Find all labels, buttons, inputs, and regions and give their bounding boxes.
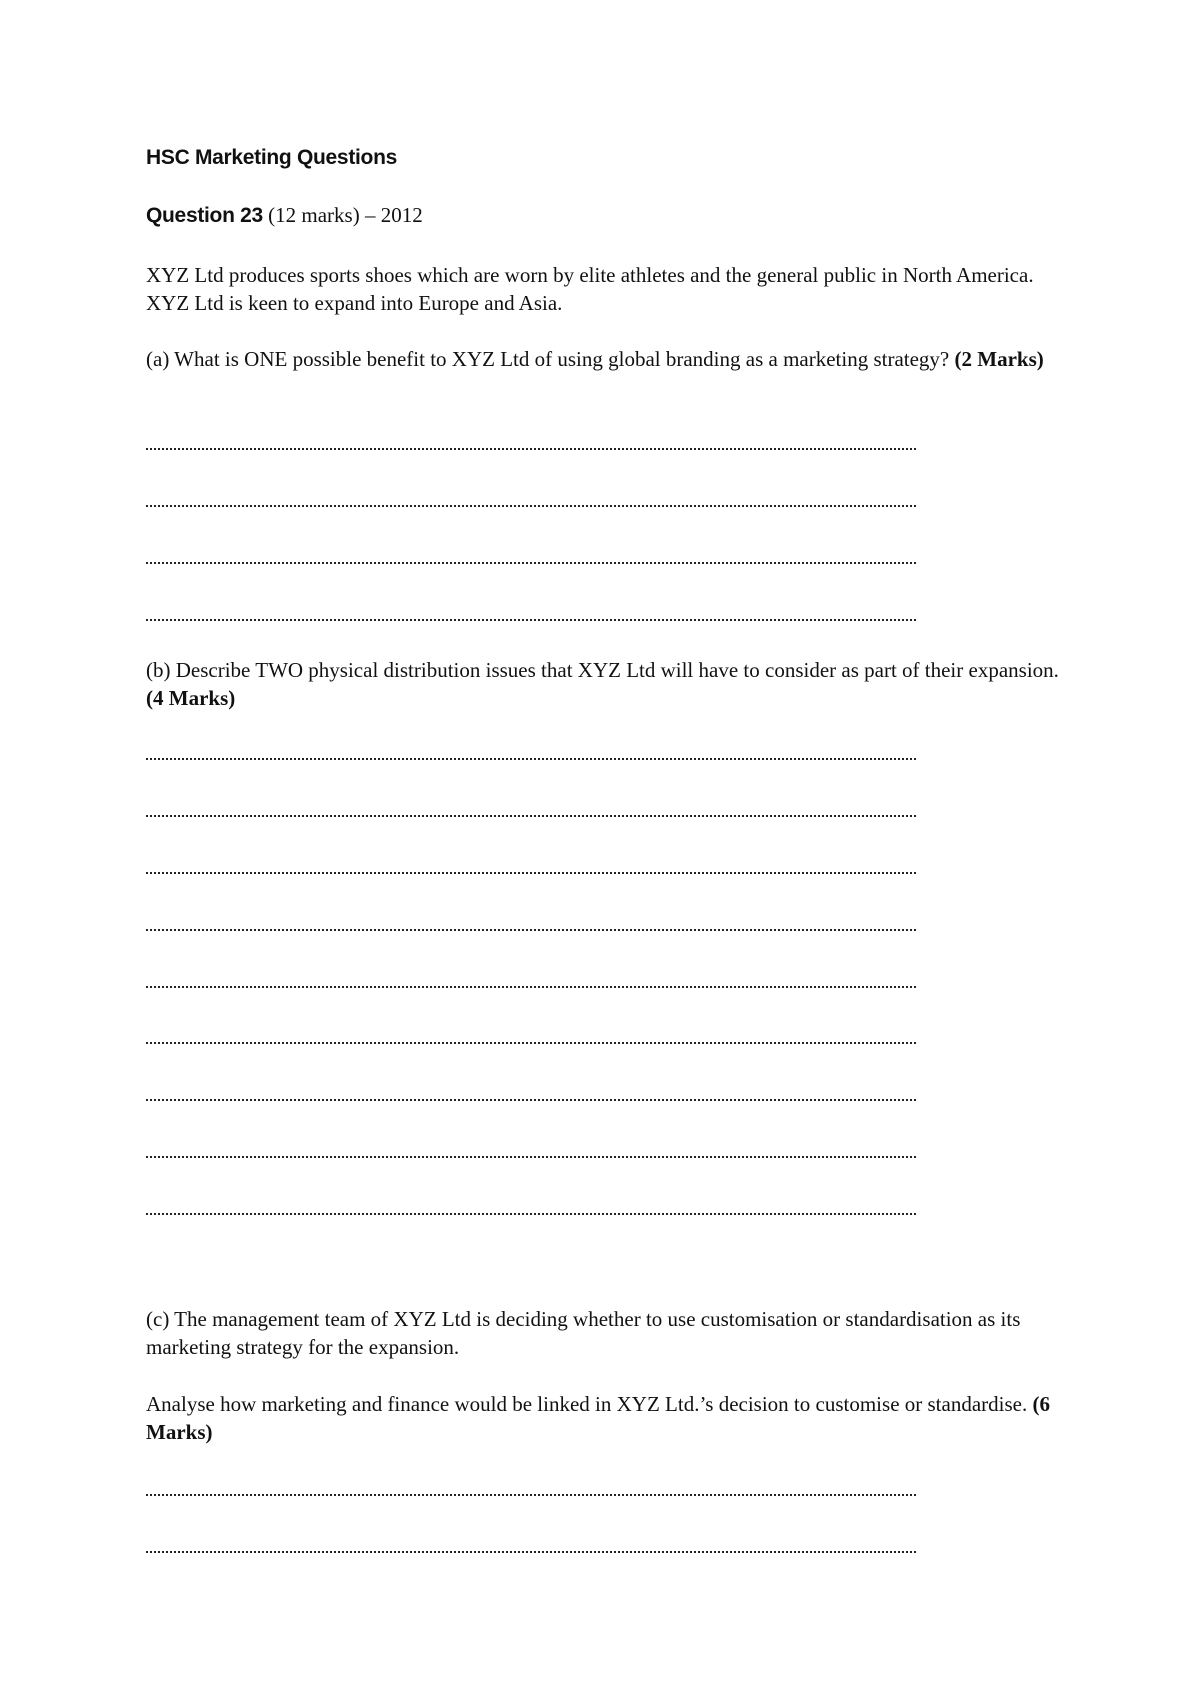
question-intro: XYZ Ltd produces sports shoes which are worn by elite athletes and the general public in North America. XYZ Ltd is keen to expand into Europe and Asia. (146, 263, 1034, 315)
question-marks-year: (12 marks) – 2012 (262, 203, 423, 227)
answer-line (146, 1211, 916, 1215)
question-number: Question 23 (146, 204, 263, 227)
part-a-question (146, 345, 1076, 373)
part-c-text: Analyse how marketing and finance would be linked in XYZ Ltd.’s decision to customise or standardise. (146, 1392, 1033, 1416)
answer-line (146, 813, 916, 817)
part-c-marks: (6 Marks) (146, 1392, 1050, 1444)
answer-line (146, 984, 916, 988)
answer-line (146, 1154, 916, 1158)
answer-line (146, 1492, 916, 1496)
part-b-question (146, 656, 1076, 712)
part-c-question (146, 1390, 1076, 1446)
answer-line (146, 1097, 916, 1101)
answer-line (146, 870, 916, 874)
answer-line (146, 446, 916, 450)
answer-line (146, 1040, 916, 1044)
part-a-marks: (2 Marks) (954, 347, 1044, 371)
part-c-context: (c) The management team of XYZ Ltd is deciding whether to use customisation or standardisation as its marketing strategy for the expansion. (146, 1307, 1021, 1359)
answer-line (146, 617, 916, 621)
part-a-text: (a) What is ONE possible benefit to XYZ Ltd of using global branding as a marketing strategy? (146, 347, 955, 371)
answer-line (146, 560, 916, 564)
answer-line (146, 756, 916, 760)
answer-line (146, 927, 916, 931)
question-title (146, 203, 423, 228)
answer-line (146, 503, 916, 507)
part-b-text: (b) Describe TWO physical distribution issues that XYZ Ltd will have to consider as part of their expansion. (146, 658, 1059, 682)
answer-line (146, 1549, 916, 1553)
part-b-marks: (4 Marks) (146, 686, 236, 710)
document-heading: HSC Marketing Questions (146, 146, 397, 169)
